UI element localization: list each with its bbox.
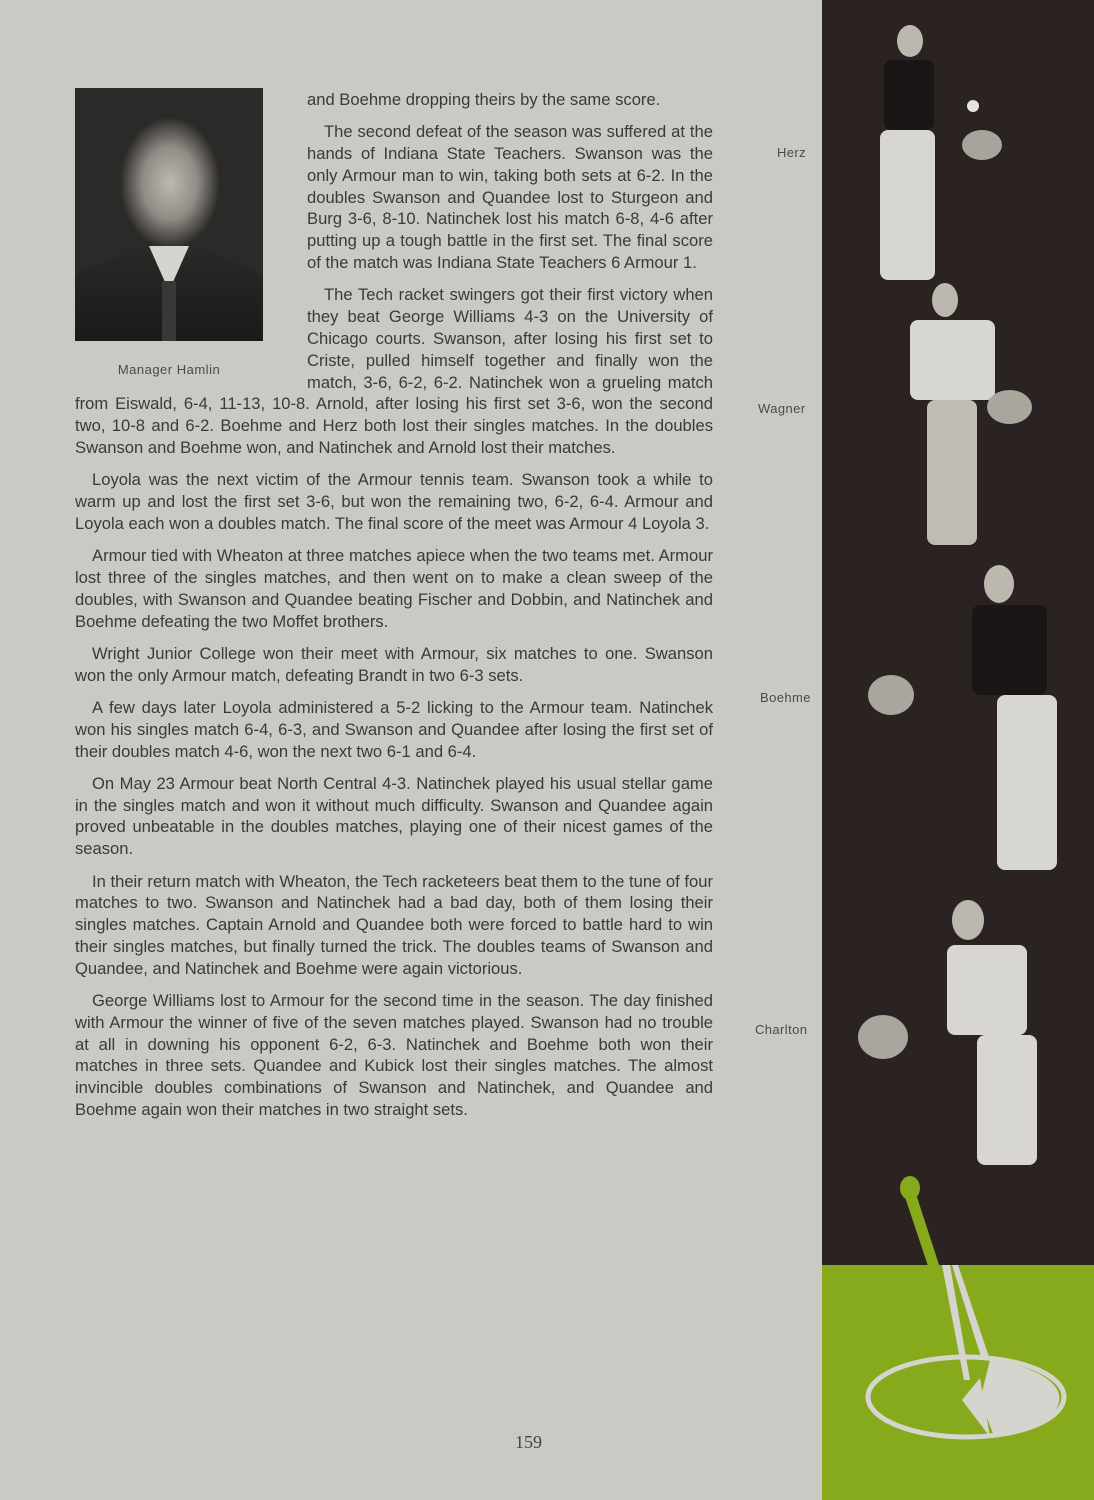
photo-caption: Manager Hamlin xyxy=(117,362,221,377)
paragraph: George Williams lost to Armour for the second time in the season. The day finished with Armour the winner of five of the seven matches played. Swanson had no trouble at all in downing his opponent 6-2, 6-3. Natinchek and Boehme both won their matches in three sets. Quandee and Kubick lost their singles matches. The almost invincible doubles combinations of Swanson and Natinchek, and Quandee and Boehme again won their matches in two straight sets. xyxy=(75,990,713,1119)
player-photo-strip xyxy=(822,0,1094,1265)
player-label-herz: Herz xyxy=(777,145,807,160)
player-label-charlton: Charlton xyxy=(755,1022,808,1037)
paragraph: and Boehme dropping theirs by the same score. xyxy=(307,90,661,109)
manager-portrait-photo xyxy=(75,88,263,341)
paragraph: Loyola was the next victim of the Armour tennis team. Swanson took a while to warm up and lost the first set 3-6, but won the remaining two, 6-2, 6-4. Armour and Loyola each won a doubles match. The final score of the meet was Armour 4 Loyola 3. xyxy=(75,470,713,533)
paragraph: Armour tied with Wheaton at three matches apiece when the two teams met. Armour lost three of the singles matches, and then went on to make a clean sweep of the doubles, with Swanson and Quandee beating Fischer and Dobbin, and Natinchek and Boehme defeating the two Moffet brothers. xyxy=(75,546,713,631)
article-body xyxy=(75,88,713,1131)
paragraph: On May 23 Armour beat North Central 4-3. Natinchek played his usual stellar game in the singles match and won it without much difficulty. Swanson and Quandee again proved unbeatable in the doubles matches, playing one of their nicest games of the season. xyxy=(75,773,713,859)
paragraph: The Tech racket swingers got their first victory when they beat George Williams 4-3 on the University of Chicago courts. Swanson, after losing his first set to Criste, pulled himself together and finally won the match, 3-6, 6-2, 6-2. Natinchek won a grueling match from Eiswald, 6-4, 11-13, 10-8. Arnold, after losing his first set 3-6, won the second two, 10-8 and 6-2. Boehme and Herz both lost their singles matches. In the doubles Swanson and Boehme won, and Natinchek and Arnold lost their matches. xyxy=(75,285,713,457)
paragraph: Wright Junior College won their meet with Armour, six matches to one. Swanson won the only Armour match, defeating Brandt in two 6-3 sets. xyxy=(75,643,713,685)
manager-photo-block xyxy=(75,88,307,386)
paragraph: The second defeat of the season was suffered at the hands of Indiana State Teachers. Swanson was the only Armour man to win, taking both sets at 6-2. In the doubles Swanson and Quandee lost to Sturgeon and Burg 3-6, 8-10. Natinchek lost his match 6-8, 4-6 after putting up a tough battle in the first set. The final score of the match was Indiana State Teachers 6 Armour 1. xyxy=(307,122,713,273)
player-label-wagner: Wagner xyxy=(758,401,806,416)
page-number: 159 xyxy=(515,1432,542,1452)
tennis-racket-logo-icon xyxy=(822,1160,1094,1500)
paragraph: In their return match with Wheaton, the Tech racketeers beat them to the tune of four matches to two. Swanson and Natinchek had a bad day, both of them losing their singles matches. Captain Arnold and Quandee both were forced to battle hard to win their singles matches, but finally turned the trick. The doubles teams of Swanson and Quandee, and Natinchek and Boehme were again victorious. xyxy=(75,871,713,978)
player-label-boehme: Boehme xyxy=(760,690,811,705)
paragraph: A few days later Loyola administered a 5-2 licking to the Armour team. Natinchek won his singles match 6-4, 6-3, and Swanson and Quandee after losing the first set of their doubles match 4-6, won the next two 6-1 and 6-4. xyxy=(75,697,713,761)
